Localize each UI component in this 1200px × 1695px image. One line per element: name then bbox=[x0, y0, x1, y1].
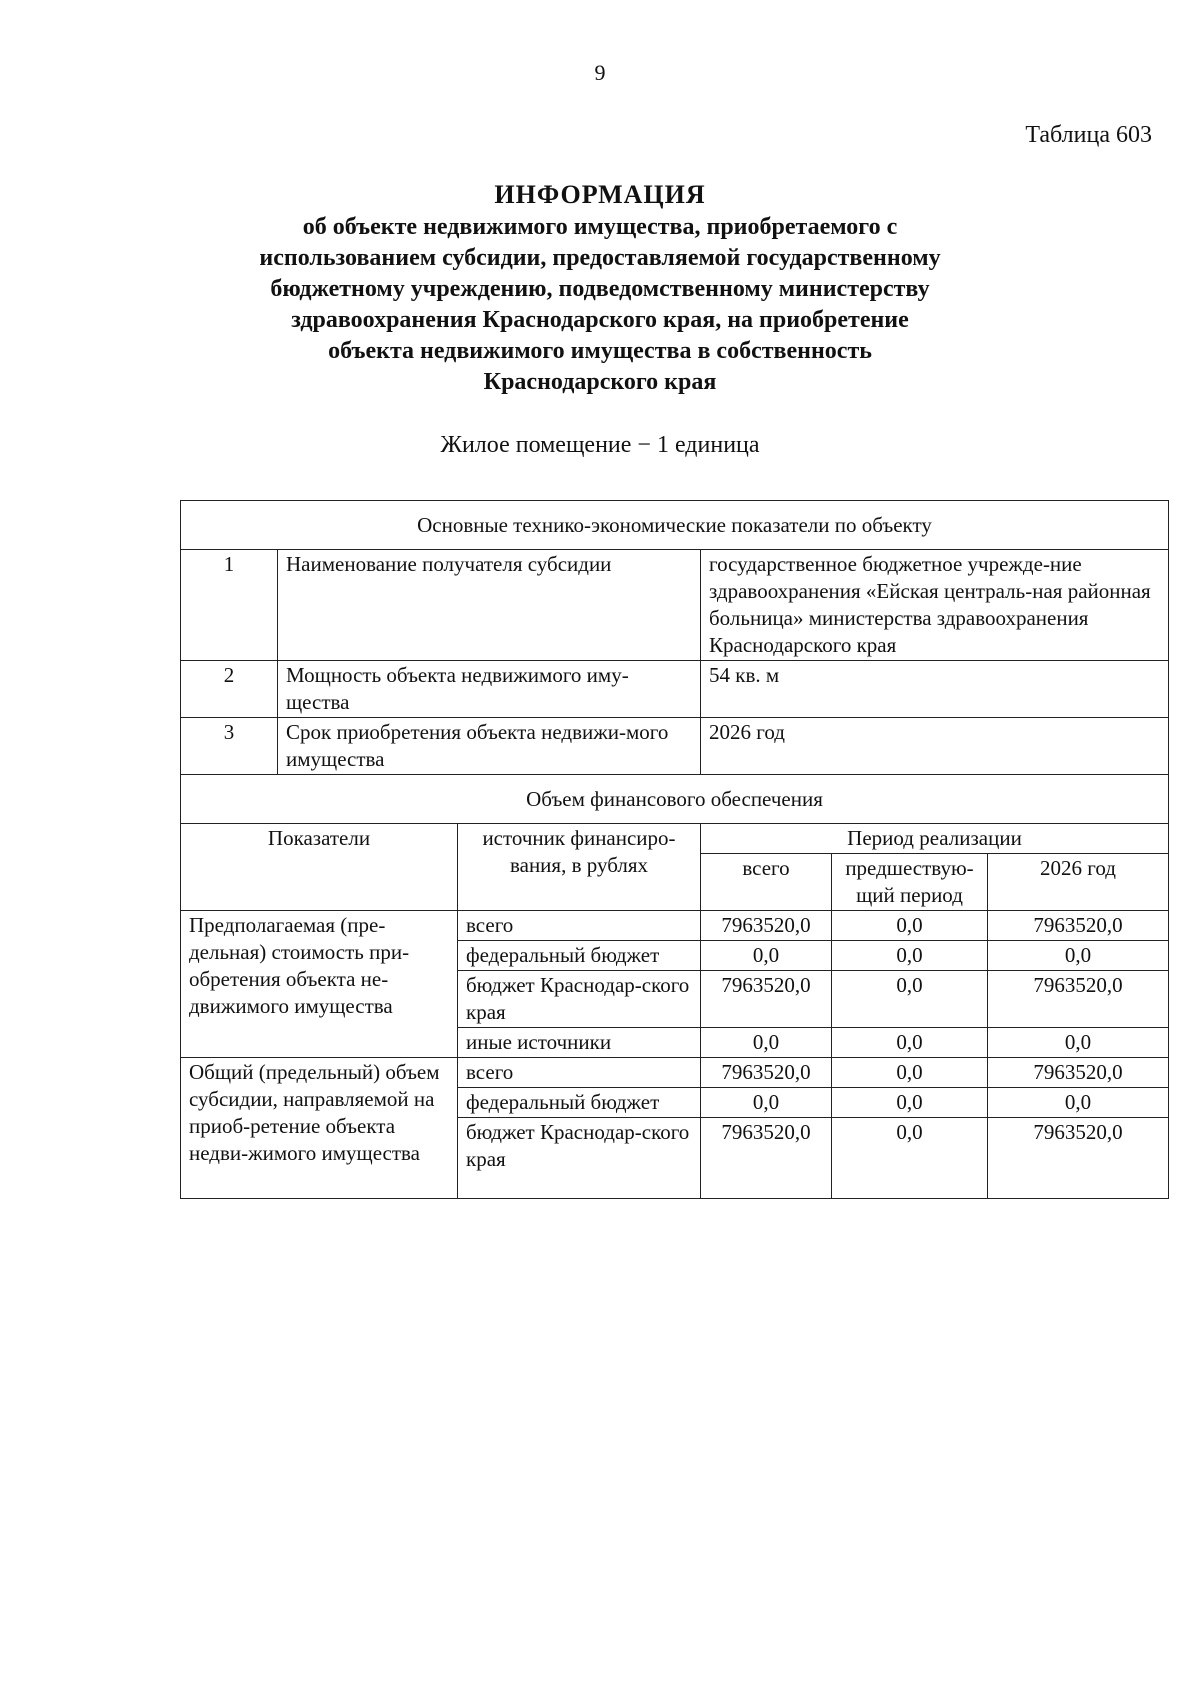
total-cell: 7963520,0 bbox=[701, 971, 832, 1028]
total-cell: 0,0 bbox=[701, 941, 832, 971]
year-cell: 7963520,0 bbox=[988, 1118, 1169, 1199]
col-total-header: всего bbox=[701, 854, 832, 911]
table-row bbox=[181, 718, 1169, 775]
source-cell: бюджет Краснодар-ского края bbox=[458, 971, 701, 1028]
source-cell: федеральный бюджет bbox=[458, 1088, 701, 1118]
source-cell: бюджет Краснодар-ского края bbox=[458, 1118, 701, 1199]
previous-cell: 0,0 bbox=[832, 1118, 988, 1199]
group-label: Общий (предельный) объем субсидии, направляемой на приоб-ретение объекта недви-жимого имущества bbox=[181, 1058, 458, 1199]
source-cell: федеральный бюджет bbox=[458, 941, 701, 971]
table-row bbox=[181, 1058, 1169, 1088]
indicators-header: Основные технико-экономические показатели по объекту bbox=[181, 501, 1169, 550]
heading-title: ИНФОРМАЦИЯ bbox=[494, 180, 706, 209]
table-row bbox=[181, 550, 1169, 661]
previous-cell: 0,0 bbox=[832, 941, 988, 971]
col-year-header: 2026 год bbox=[988, 854, 1169, 911]
table-row bbox=[181, 911, 1169, 941]
source-cell: всего bbox=[458, 1058, 701, 1088]
year-cell: 7963520,0 bbox=[988, 911, 1169, 941]
indicator-label: Срок приобретения объекта недвижи-мого имущества bbox=[278, 718, 701, 775]
year-cell: 7963520,0 bbox=[988, 1058, 1169, 1088]
row-number: 3 bbox=[181, 718, 278, 775]
total-cell: 0,0 bbox=[701, 1088, 832, 1118]
col-source-header: источник финансиро-вания, в рублях bbox=[458, 824, 701, 911]
source-cell: иные источники bbox=[458, 1028, 701, 1058]
year-cell: 0,0 bbox=[988, 1088, 1169, 1118]
table-row bbox=[181, 661, 1169, 718]
row-number: 1 bbox=[181, 550, 278, 661]
heading-line: бюджетному учреждению, подведомственному министерству bbox=[270, 276, 930, 302]
heading-line: использованием субсидии, предоставляемой государственному bbox=[259, 245, 941, 271]
total-cell: 7963520,0 bbox=[701, 911, 832, 941]
total-cell: 0,0 bbox=[701, 1028, 832, 1058]
year-cell: 7963520,0 bbox=[988, 971, 1169, 1028]
finance-header: Объем финансового обеспечения bbox=[181, 775, 1169, 824]
indicator-value: государственное бюджетное учрежде-ние здравоохранения «Ейская централь-ная районная больница» министерства здравоохранения Краснодарского края bbox=[701, 550, 1169, 661]
previous-cell: 0,0 bbox=[832, 911, 988, 941]
page-number: 9 bbox=[594, 60, 606, 85]
previous-cell: 0,0 bbox=[832, 971, 988, 1028]
heading-line: объекта недвижимого имущества в собственность bbox=[328, 338, 872, 364]
previous-cell: 0,0 bbox=[832, 1058, 988, 1088]
table-number: Таблица 603 bbox=[1025, 122, 1152, 148]
col-period-header: Период реализации bbox=[701, 824, 1169, 854]
heading-line: Краснодарского края bbox=[483, 369, 717, 395]
group-label: Предполагаемая (пре-дельная) стоимость при-обретения объекта не-движимого имущества bbox=[181, 911, 458, 1058]
previous-cell: 0,0 bbox=[832, 1088, 988, 1118]
total-cell: 7963520,0 bbox=[701, 1058, 832, 1088]
previous-cell: 0,0 bbox=[832, 1028, 988, 1058]
total-cell: 7963520,0 bbox=[701, 1118, 832, 1199]
col-indicators-header: Показатели bbox=[181, 824, 458, 911]
object-description: Жилое помещение − 1 единица bbox=[440, 432, 760, 458]
indicator-value: 2026 год bbox=[701, 718, 1169, 775]
source-cell: всего bbox=[458, 911, 701, 941]
document-heading bbox=[0, 178, 1200, 398]
row-number: 2 bbox=[181, 661, 278, 718]
indicator-label: Наименование получателя субсидии bbox=[278, 550, 701, 661]
info-table bbox=[180, 500, 1169, 1199]
col-previous-header: предшествую-щий период bbox=[832, 854, 988, 911]
heading-line: об объекте недвижимого имущества, приобретаемого с bbox=[302, 214, 898, 240]
year-cell: 0,0 bbox=[988, 1028, 1169, 1058]
finance-header-row bbox=[181, 824, 1169, 854]
heading-line: здравоохранения Краснодарского края, на приобретение bbox=[291, 307, 909, 333]
indicator-label: Мощность объекта недвижимого иму-щества bbox=[278, 661, 701, 718]
indicator-value: 54 кв. м bbox=[701, 661, 1169, 718]
year-cell: 0,0 bbox=[988, 941, 1169, 971]
